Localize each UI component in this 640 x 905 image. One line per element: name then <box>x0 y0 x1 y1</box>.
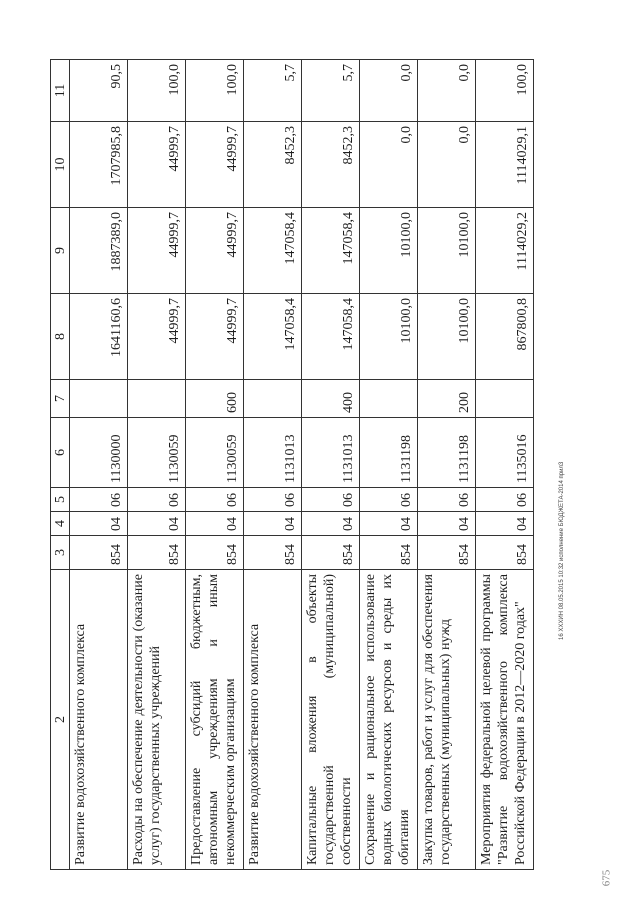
column-header: 10 <box>51 122 70 208</box>
table-cell: 0,0 <box>418 60 476 122</box>
row-description: Закупка товаров, работ и услуг для обеспечения государственных (муниципальных) нужд <box>418 570 476 870</box>
table-cell <box>476 380 534 418</box>
table-cell: 200 <box>418 380 476 418</box>
table-cell: 854 <box>128 536 186 570</box>
table-cell: 0,0 <box>360 60 418 122</box>
table-cell: 1887389,0 <box>70 208 128 294</box>
page-number: 675 <box>600 869 613 887</box>
table-row <box>128 60 186 870</box>
column-header: 7 <box>51 380 70 418</box>
rotated-table-area <box>50 60 570 870</box>
table-cell: 04 <box>476 512 534 536</box>
table-cell: 44999,7 <box>128 294 186 380</box>
row-description: Сохранение и рациональное использование водных биологических ресурсов и среды их обитания <box>360 570 418 870</box>
table-row <box>476 60 534 870</box>
budget-table <box>50 59 534 870</box>
table-cell: 04 <box>244 512 302 536</box>
table-cell: 90,5 <box>70 60 128 122</box>
table-cell: 04 <box>360 512 418 536</box>
table-cell: 1135016 <box>476 418 534 488</box>
table-cell: 1707985,8 <box>70 122 128 208</box>
table-cell: 1131198 <box>360 418 418 488</box>
table-cell: 1131013 <box>302 418 360 488</box>
table-cell: 854 <box>476 536 534 570</box>
table-cell: 04 <box>186 512 244 536</box>
column-header: 4 <box>51 512 70 536</box>
table-cell: 06 <box>360 488 418 512</box>
table-cell: 100,0 <box>476 60 534 122</box>
table-row <box>418 60 476 870</box>
table-cell: 600 <box>186 380 244 418</box>
table-cell: 147058,4 <box>302 208 360 294</box>
table-row <box>186 60 244 870</box>
column-number-row <box>51 60 70 870</box>
row-description: Развитие водохозяйственного комплекса <box>70 570 128 870</box>
table-cell: 854 <box>418 536 476 570</box>
column-header: 9 <box>51 208 70 294</box>
table-cell: 04 <box>128 512 186 536</box>
table-cell: 1130059 <box>186 418 244 488</box>
column-header: 5 <box>51 488 70 512</box>
table-cell: 1130059 <box>128 418 186 488</box>
table-cell: 04 <box>70 512 128 536</box>
table-row <box>70 60 128 870</box>
table-cell: 147058,4 <box>302 294 360 380</box>
row-description: Мероприятия федеральной целевой программы "Развитие водохозяйственного комплекса Российской Федерации в 2012—2020 годах" <box>476 570 534 870</box>
table-cell: 854 <box>186 536 244 570</box>
table-cell: 44999,7 <box>186 294 244 380</box>
table-cell: 04 <box>418 512 476 536</box>
table-cell: 8452,3 <box>302 122 360 208</box>
table-cell: 44999,7 <box>186 208 244 294</box>
table-cell: 1131013 <box>244 418 302 488</box>
table-cell <box>360 380 418 418</box>
table-cell: 100,0 <box>186 60 244 122</box>
table-cell <box>244 380 302 418</box>
table-cell: 0,0 <box>418 122 476 208</box>
table-cell: 854 <box>302 536 360 570</box>
table-cell: 100,0 <box>128 60 186 122</box>
column-header: 2 <box>51 570 70 870</box>
column-header: 3 <box>51 536 70 570</box>
table-cell: 06 <box>186 488 244 512</box>
table-cell: 10100,0 <box>418 294 476 380</box>
document-footer: 16 ХХХИН 08.05.2015 10:32 исполнение БЮДЖЕТА-2014 прил3 <box>559 461 565 640</box>
table-cell: 867800,8 <box>476 294 534 380</box>
table-cell: 10100,0 <box>418 208 476 294</box>
table-cell: 8452,3 <box>244 122 302 208</box>
table-cell: 1130000 <box>70 418 128 488</box>
table-cell: 147058,4 <box>244 208 302 294</box>
table-cell: 06 <box>244 488 302 512</box>
table-cell: 44999,7 <box>128 122 186 208</box>
table-cell: 5,7 <box>302 60 360 122</box>
row-description: Расходы на обеспечение деятельности (оказание услуг) государственных учреждений <box>128 570 186 870</box>
table-cell: 1114029,1 <box>476 122 534 208</box>
table-cell: 06 <box>128 488 186 512</box>
table-cell: 1641160,6 <box>70 294 128 380</box>
table-cell: 854 <box>360 536 418 570</box>
table-cell: 10100,0 <box>360 294 418 380</box>
table-row <box>302 60 360 870</box>
table-cell: 44999,7 <box>128 208 186 294</box>
table-cell: 1131198 <box>418 418 476 488</box>
column-header: 6 <box>51 418 70 488</box>
table-cell: 10100,0 <box>360 208 418 294</box>
table-cell: 854 <box>70 536 128 570</box>
table-cell: 44999,7 <box>186 122 244 208</box>
table-cell: 400 <box>302 380 360 418</box>
row-description: Развитие водохозяйственного комплекса <box>244 570 302 870</box>
table-cell: 06 <box>476 488 534 512</box>
column-header: 11 <box>51 60 70 122</box>
column-header: 8 <box>51 294 70 380</box>
row-description: Предоставление субсидий бюджетным, автономным учреждениям и иным некоммерческим организациям <box>186 570 244 870</box>
table-cell <box>128 380 186 418</box>
table-cell: 06 <box>418 488 476 512</box>
table-cell <box>70 380 128 418</box>
table-cell: 854 <box>244 536 302 570</box>
row-description: Капитальные вложения в объекты государственной (муниципальной) собственности <box>302 570 360 870</box>
table-row <box>360 60 418 870</box>
table-cell: 5,7 <box>244 60 302 122</box>
table-cell: 1114029,2 <box>476 208 534 294</box>
table-cell: 06 <box>302 488 360 512</box>
table-cell: 04 <box>302 512 360 536</box>
table-row <box>244 60 302 870</box>
table-cell: 0,0 <box>360 122 418 208</box>
table-cell: 06 <box>70 488 128 512</box>
table-cell: 147058,4 <box>244 294 302 380</box>
